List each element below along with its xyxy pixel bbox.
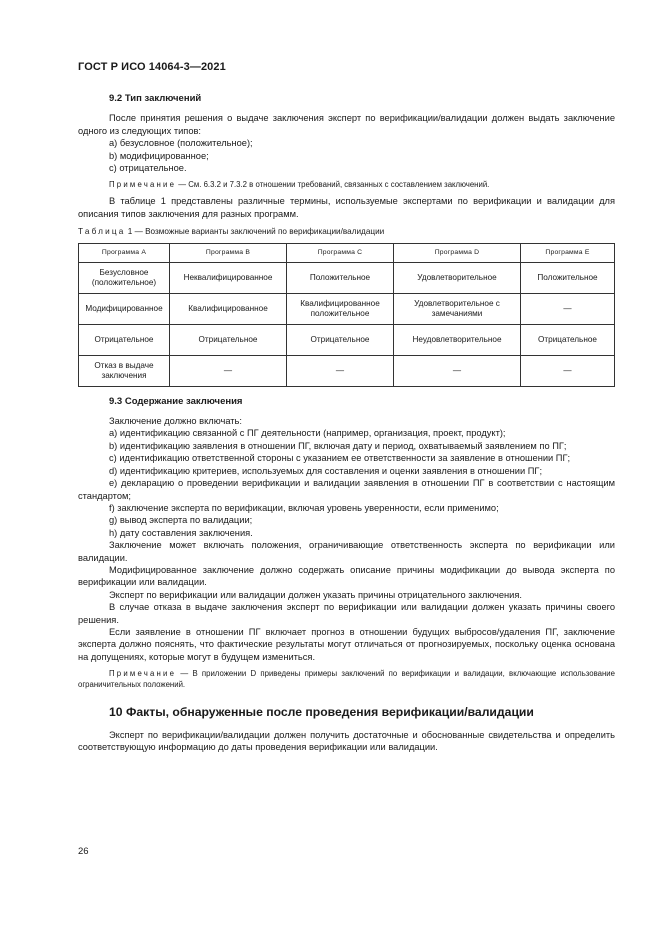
note-9-2: [78, 179, 615, 190]
section-9-3-intro: Заключение должно включать:: [109, 416, 242, 427]
table-cell: Удовлетворительное: [394, 262, 521, 293]
table-cell: —: [170, 355, 287, 386]
section-10-text: Эксперт по верификации/валидации должен получить достаточные и обоснованные свидетельства и определить соответствующую информацию до даты проведения верификации или валидации.: [78, 729, 615, 752]
list-item: g) вывод эксперта по валидации;: [109, 515, 253, 526]
list-item: d) идентификацию критериев, используемых для составления и оценки заявления в отношении ПГ;: [109, 465, 543, 476]
list-item: c) отрицательное.: [109, 163, 187, 174]
conclusions-table: [78, 243, 615, 387]
table-cell: —: [521, 355, 615, 386]
paragraph: Заключение может включать положения, ограничивающие ответственность эксперта по верификации или валидации.: [78, 540, 615, 563]
list-item: h) дату составления заключения.: [109, 527, 253, 538]
table-caption: [78, 226, 615, 238]
list-item: a) безусловное (положительное);: [109, 138, 253, 149]
note-9-3: [78, 668, 615, 690]
table-header-cell: Программа B: [170, 243, 287, 262]
table-cell: Модифицированное: [79, 293, 170, 324]
table-header-row: [79, 243, 615, 262]
page-number: 26: [78, 846, 89, 857]
note-label: Примечание: [109, 669, 177, 679]
table-row: [79, 293, 615, 324]
table-caption-text: 1 — Возможные варианты заключений по верификации/валидации: [125, 227, 385, 237]
document-header: ГОСТ Р ИСО 14064-3—2021: [78, 61, 226, 73]
list-item: c) идентификацию ответственной стороны с указанием ее ответственности за заявление в отношении ПГ;: [109, 453, 571, 464]
table-cell: Удовлетворительное с замечаниями: [394, 293, 521, 324]
table-cell: Отрицательное: [521, 324, 615, 355]
list-item: e) декларацию о проведении верификации и валидации заявления в отношении ПГ в соответствии с настоящим стандартом;: [78, 478, 615, 501]
table-cell: Неквалифицированное: [170, 262, 287, 293]
note-text: — См. 6.3.2 и 7.3.2 в отношении требований, связанных с составлением заключений.: [176, 180, 490, 190]
section-10-title: 10 Факты, обнаруженные после проведения верификации/валидации: [109, 705, 534, 720]
note-label: Примечание: [109, 180, 177, 190]
section-9-2-title: 9.2 Тип заключений: [109, 93, 202, 104]
table-cell: Положительное: [521, 262, 615, 293]
list-item: f) заключение эксперта по верификации, включая уровень уверенности, если применимо;: [109, 502, 499, 513]
table-header-cell: Программа D: [394, 243, 521, 262]
table-cell: Отрицательное: [79, 324, 170, 355]
table-cell: —: [521, 293, 615, 324]
page-content: [78, 93, 615, 753]
list-item: a) идентификацию связанной с ПГ деятельности (например, организация, проект, продукт);: [109, 428, 506, 439]
table-cell: Неудовлетворительное: [394, 324, 521, 355]
table-header-cell: Программа A: [79, 243, 170, 262]
table-row: [79, 262, 615, 293]
paragraph: Модифицированное заключение должно содержать описание причины модификации до вывода эксперта по верификации или валидации.: [78, 564, 615, 588]
table-cell: Отрицательное: [170, 324, 287, 355]
list-item: b) модифицированное;: [109, 150, 209, 161]
table-intro: В таблице 1 представлены различные термины, используемые экспертами по верификации и валидации для описания типов заключения для разных программ.: [78, 196, 615, 219]
section-9-3-title: 9.3 Содержание заключения: [109, 395, 243, 407]
table-cell: —: [287, 355, 394, 386]
table-header-cell: Программа E: [521, 243, 615, 262]
table-cell: —: [394, 355, 521, 386]
paragraph: Эксперт по верификации или валидации должен указать причины отрицательного заключения.: [109, 589, 522, 600]
table-cell: Квалифицированное положительное: [287, 293, 394, 324]
table-header-cell: Программа C: [287, 243, 394, 262]
table-cell: Отрицательное: [287, 324, 394, 355]
table-cell: Безусловное (положительное): [79, 262, 170, 293]
table-row: [79, 324, 615, 355]
table-cell: Квалифицированное: [170, 293, 287, 324]
table-caption-label: Таблица: [78, 227, 126, 237]
paragraph: В случае отказа в выдаче заключения эксперт по верификации или валидации должен указать причины своего решения.: [78, 602, 615, 625]
list-item: b) идентификацию заявления в отношении ПГ, включая дату и период, охватываемый заявлением по ПГ;: [109, 440, 567, 451]
table-cell: Положительное: [287, 262, 394, 293]
note-text: — В приложении D приведены примеры заключений по верификации и валидации, включающие использование ограничительных положений.: [78, 669, 615, 690]
paragraph: Если заявление в отношении ПГ включает прогноз в отношении будущих выбросов/удаления ПГ, заключение эксперта должно пояснять, что фактические результаты могут отличаться от прогнозируемых, поскольку оценка основана на допущениях, которые могут в будущем измениться.: [78, 626, 615, 662]
table-cell: Отказ в выдаче заключения: [79, 355, 170, 386]
section-9-2-intro: После принятия решения о выдаче заключения эксперт по верификации/валидации должен выдать заключение одного из следующих типов:: [78, 113, 615, 136]
table-row: [79, 355, 615, 386]
